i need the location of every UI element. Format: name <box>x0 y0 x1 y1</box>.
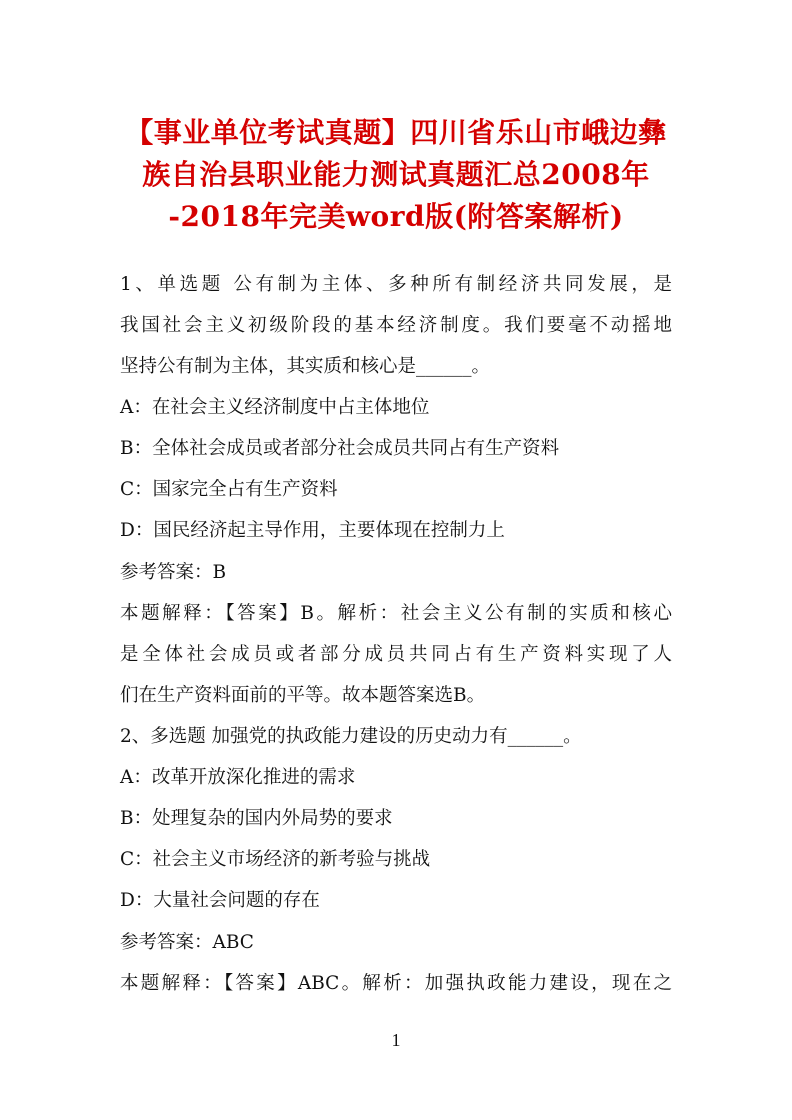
page-number: 1 <box>391 1030 401 1050</box>
q1-explanation-line-2: 是全体社会成员或者部分成员共同占有生产资料实现了人 <box>120 644 672 665</box>
q2-stem-line-1: 2、多选题 加强党的执政能力建设的历史动力有______。 <box>120 726 582 747</box>
title-line-1: 【事业单位考试真题】四川省乐山市峨边彝 <box>125 116 667 149</box>
q1-explanation-line-1: 本题解释：【答案】B。解析：社会主义公有制的实质和核心 <box>120 603 672 624</box>
q1-explanation-line-3: 们在生产资料面前的平等。故本题答案选B。 <box>120 685 486 706</box>
q1-option-a: A：在社会主义经济制度中占主体地位 <box>120 397 430 418</box>
q2-option-d: D：大量社会问题的存在 <box>120 890 320 911</box>
title-line-3: -2018年完美word版(附答案解析) <box>168 200 624 233</box>
q1-option-d: D：国民经济起主导作用，主要体现在控制力上 <box>120 520 505 541</box>
q1-option-c: C：国家完全占有生产资料 <box>120 479 338 500</box>
q2-option-a: A：改革开放深化推进的需求 <box>120 767 356 788</box>
q1-stem-line-3: 坚持公有制为主体，其实质和核心是______。 <box>120 356 491 377</box>
q1-stem-line-2: 我国社会主义初级阶段的基本经济制度。我们要毫不动摇地 <box>120 315 672 336</box>
q1-answer: 参考答案：B <box>120 562 227 583</box>
title-line-2: 族自治县职业能力测试真题汇总2008年 <box>142 158 650 191</box>
q1-option-b: B：全体社会成员或者部分社会成员共同占有生产资料 <box>120 438 560 459</box>
q2-explanation-line-1: 本题解释：【答案】ABC。解析：加强执政能力建设，现在之 <box>120 973 672 994</box>
q1-stem-line-1: 1、单选题 公有制为主体、多种所有制经济共同发展，是 <box>120 274 672 295</box>
q2-option-c: C：社会主义市场经济的新考验与挑战 <box>120 849 431 870</box>
document-title <box>110 112 682 238</box>
q2-option-b: B：处理复杂的国内外局势的要求 <box>120 808 393 829</box>
q2-answer: 参考答案：ABC <box>120 932 254 953</box>
